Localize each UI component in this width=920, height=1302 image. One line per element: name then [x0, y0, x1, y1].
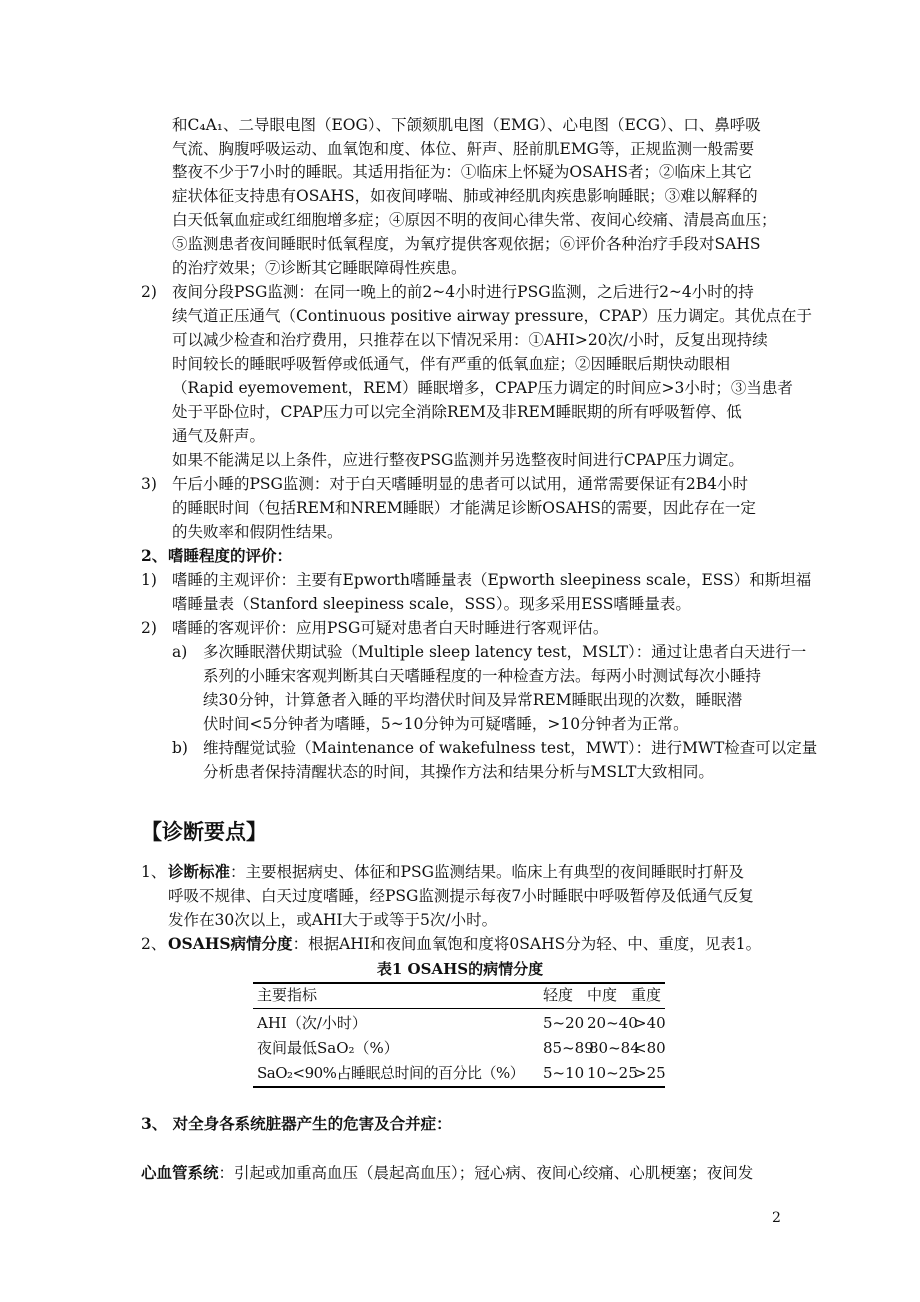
table-header: 轻度 [543, 986, 574, 1004]
list-number: 2) [141, 283, 157, 301]
item-title: OSAHS病情分度 [168, 934, 293, 953]
paragraph-line: 的治疗效果；⑦诊断其它睡眠障碍性疾患。 [172, 259, 467, 277]
paragraph-line: 嗜睡量表（Stanford sleepiness scale，SSS）。现多采用ESS嗜睡量表。 [172, 595, 691, 613]
sub-item-label: a) [172, 643, 188, 661]
paragraph-text: ：根据AHI和夜间血氧饱和度将0SAHS分为轻、中、重度，见表1。 [292, 935, 762, 953]
paragraph-line: 嗜睡的主观评价：主要有Epworth嗜睡量表（Epworth sleepiness scale，ESS）和斯坦福 [172, 571, 812, 589]
table-bottom-rule [253, 1086, 665, 1088]
table-cell: >25 [634, 1064, 666, 1082]
list-number: 3) [141, 475, 157, 493]
table-header-rule [253, 1008, 665, 1009]
paragraph-line: 可以减少检查和治疗费用，只推荐在以下情况采用：①AHI>20次/小时，反复出现持续 [172, 331, 768, 349]
paragraph-text: ：主要根据病史、体征和PSG监测结果。临床上有典型的夜间睡眠时打鼾及 [230, 863, 744, 881]
paragraph-line: 呼吸不规律、白天过度嗜睡，经PSG监测提示每夜7小时睡眠中呼吸暂停及低通气反复 [168, 887, 754, 905]
list-number: 1) [141, 571, 157, 589]
paragraph-line: 通气及鼾声。 [172, 427, 266, 445]
paragraph-line: 嗜睡的客观评价：应用PSG可疑对患者白天时睡进行客观评估。 [172, 619, 609, 637]
table-cell: <80 [634, 1039, 666, 1057]
paragraph-line: 伏时间<5分钟者为嗜睡，5~10分钟为可疑嗜睡，>10分钟者为正常。 [203, 715, 689, 733]
list-number: 1、 [141, 863, 167, 881]
paragraph-line: 症状体征支持患有OSAHS，如夜间哮喘、肺或神经肌肉疾患影响睡眠；③难以解释的 [172, 187, 758, 205]
paragraph-line: 午后小睡的PSG监测：对于白天嗜睡明显的患者可以试用，通常需要保证有2B4小时 [172, 475, 749, 493]
paragraph-line: 分析患者保持清醒状态的时间，其操作方法和结果分析与MSLT大致相同。 [203, 763, 714, 781]
paragraph-line: 白天低氧血症或红细胞增多症；④原因不明的夜间心律失常、夜间心绞痛、清晨高血压； [172, 211, 777, 229]
paragraph-text: ：引起或加重高血压（晨起高血压）；冠心病、夜间心绞痛、心肌梗塞；夜间发 [218, 1164, 754, 1182]
paragraph-line: 夜间分段PSG监测：在同一晚上的前2~4小时进行PSG监测，之后进行2~4小时的持 [172, 283, 754, 301]
table-cell: 85~89 [543, 1039, 594, 1057]
paragraph-line: 气流、胸腹呼吸运动、血氧饱和度、体位、鼾声、胫前肌EMG等，正规监测一般需要 [172, 140, 755, 158]
table-cell: 5~10 [543, 1064, 585, 1082]
table-cell: 10~25 [587, 1064, 638, 1082]
table-cell: SaO₂<90%占睡眠总时间的百分比（%） [257, 1064, 525, 1082]
sub-item-label: b) [172, 739, 188, 757]
paragraph-line: 续气道正压通气（Continuous positive airway pressure，CPAP）压力调定。其优点在于 [172, 307, 812, 325]
table-header: 中度 [587, 986, 618, 1004]
table-cell: 20~40 [587, 1014, 638, 1032]
table-cell: >40 [634, 1014, 666, 1032]
table-header: 主要指标 [257, 986, 318, 1004]
paragraph-line: 系列的小睡宋客观判断其白天嗜睡程度的一种检查方法。每两小时测试每次小睡持 [203, 667, 762, 685]
paragraph-line: 的睡眠时间（包括REM和NREM睡眠）才能满足诊断OSAHS的需要，因此存在一定 [172, 499, 756, 517]
paragraph-line: 发作在30次以上，或AHI大于或等于5次/小时。 [168, 911, 498, 929]
paragraph-line: ⑤监测患者夜间睡眠时低氧程度，为氧疗提供客观依据；⑥评价各种治疗手段对SAHS [172, 235, 761, 253]
table-cell: 80~84 [589, 1039, 640, 1057]
cardio-paragraph [141, 1163, 753, 1183]
paragraph-line: （Rapid eyemovement，REM）睡眠增多，CPAP压力调定的时间应>3小时；③当患者 [172, 379, 793, 397]
section-heading: 【诊断要点】 [141, 820, 267, 844]
paragraph-line: 整夜不少于7小时的睡眠。其适用指征为：①临床上怀疑为OSAHS者；②临床上其它 [172, 163, 753, 181]
paragraph-line: 如果不能满足以上条件，应进行整夜PSG监测并另选整夜时间进行CPAP压力调定。 [172, 451, 744, 469]
table-top-rule [253, 982, 665, 984]
section-title: 嗜睡程度的评价： [168, 546, 293, 565]
paragraph-line: 处于平卧位时，CPAP压力可以完全消除REM及非REM睡眠期的所有呼吸暂停、低 [172, 403, 742, 421]
list-number: 2) [141, 619, 157, 637]
paragraph-line: 续30分钟，计算惫者入睡的平均潜伏时间及异常REM睡眠出现的次数，睡眠潜 [203, 691, 743, 709]
paragraph-line: 维持醒觉试验（Maintenance of wakefulness test，MWT）：进行MWT检查可以定量 [203, 739, 818, 757]
list-number: 2、 [141, 935, 167, 953]
paragraph-line: 的失败率和假阴性结果。 [172, 523, 343, 541]
section-number: 2、 [141, 546, 168, 565]
table-caption: 表1 OSAHS的病情分度 [376, 960, 544, 978]
page-number: 2 [772, 1210, 781, 1226]
paragraph-line: 和C₄A₁、二导眼电图（EOG）、下颌颏肌电图（EMG）、心电图（ECG）、口、鼻呼吸 [172, 116, 761, 134]
table-cell: 夜间最低SaO₂（%） [257, 1039, 399, 1057]
section-title: 3、 对全身各系统脏器产生的危害及合并症： [141, 1114, 452, 1133]
severity-intro [168, 934, 761, 954]
table-cell: AHI（次/小时） [257, 1014, 367, 1032]
table-header: 重度 [631, 986, 662, 1004]
item-title: 心血管系统 [141, 1163, 219, 1182]
table-cell: 5~20 [543, 1014, 585, 1032]
diagnosis-criteria [168, 862, 744, 882]
paragraph-line: 多次睡眠潜伏期试验（Multiple sleep latency test，MSLT）：通过让患者白天进行一 [203, 643, 807, 661]
item-title: 诊断标准 [168, 862, 231, 881]
paragraph-line: 时间较长的睡眠呼吸暂停或低通气，伴有严重的低氧血症；②因睡眠后期快动眼相 [172, 355, 731, 373]
